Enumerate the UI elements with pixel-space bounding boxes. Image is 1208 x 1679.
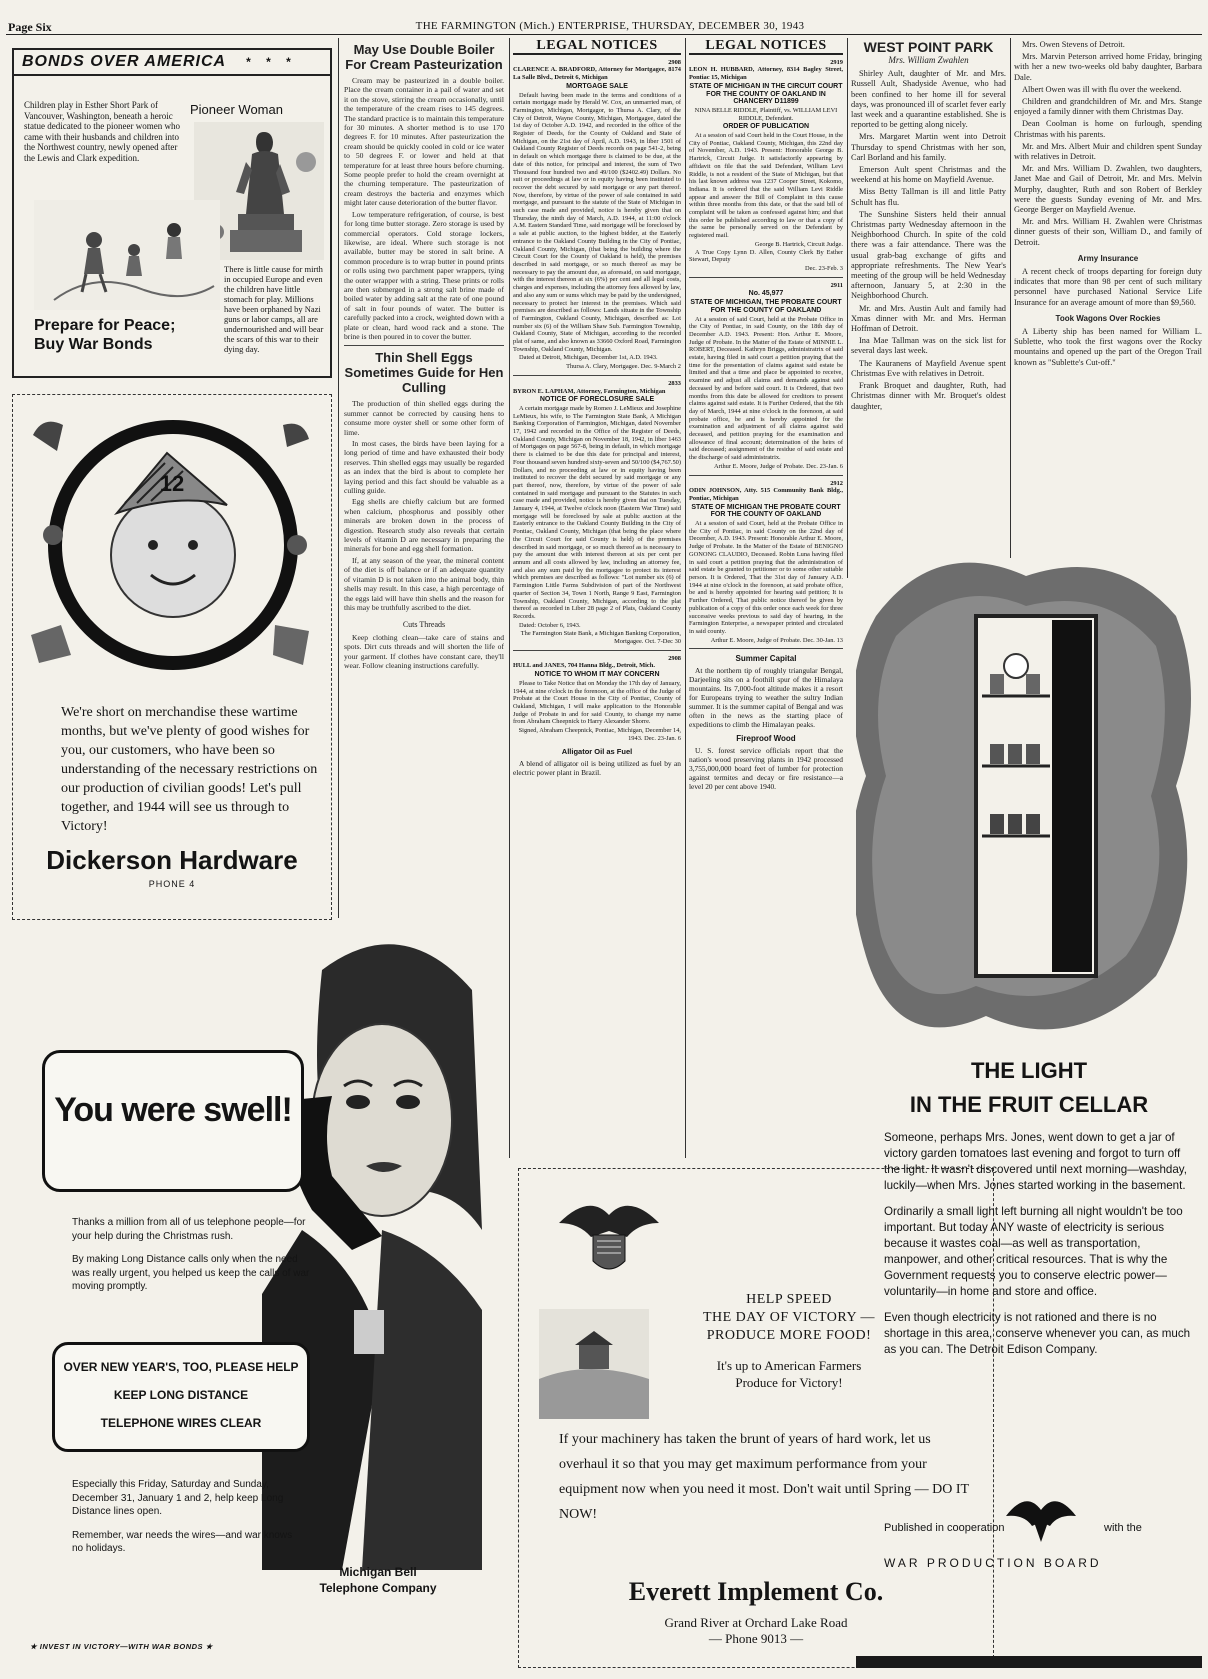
pioneer-woman-caption: Pioneer Woman bbox=[190, 102, 283, 117]
dickerson-name: Dickerson Hardware bbox=[46, 845, 298, 875]
michigan-bell-ad bbox=[12, 930, 482, 1670]
everett-address: Grand River at Orchard Lake Road — Phone 9013 — bbox=[664, 1615, 848, 1646]
west-point-park-column bbox=[851, 40, 1006, 560]
masthead-title: THE FARMINGTON (Mich.) ENTERPRISE, THURSDAY, DECEMBER 30, 1943 bbox=[415, 20, 805, 32]
everett-name: Everett Implement Co. bbox=[628, 1577, 884, 1606]
new-year-baby-illustration bbox=[13, 395, 332, 695]
playing-children-illustration bbox=[34, 200, 220, 310]
notice-signature: George B. Hartrick, Circuit Judge. bbox=[754, 240, 843, 248]
notice-number: 2919 bbox=[830, 58, 843, 66]
article-paragraph: At the northern tip of roughly triangular Bengal, Darjeeling sits on a foothill spur of the Himalaya mountains. Its 7,000-foot altitude makes it a resort for Europeans trying to weather the sultry Indian summer. It is the summer capital of Bengal and was often in the news as the starting place of expeditions to climb the Himalayan peaks. bbox=[689, 666, 843, 730]
west-point-park-title: WEST POINT PARK bbox=[863, 40, 994, 55]
notice-heading: MORTGAGE SALE bbox=[566, 82, 628, 90]
column-articles bbox=[344, 40, 504, 918]
notice-number: 2908 bbox=[668, 58, 681, 66]
article-paragraph: In most cases, the birds have been laying for a long period of time and have exhausted their body reserves. Thin shelled eggs may usually be regarded as an index that the bird is about to complete her laying period and this fact should be valuable as a culling guide. bbox=[344, 439, 504, 496]
bonds-text-europe: There is little cause for mirth in occupied Europe and even the children have little stomach for play. Millions have been orphaned by Nazi guns or labor camps, all are undernourished and will bear the scars of this war to their dying day. bbox=[224, 264, 324, 354]
page-number: Page Six bbox=[8, 20, 52, 34]
headline-summer-capital: Summer Capital bbox=[735, 654, 797, 664]
news-item: Children and grandchildren of Mr. and Mrs. Stange enjoyed a family dinner with them Christmas Day. bbox=[1014, 97, 1202, 117]
news-item: Frank Broquet and daughter, Ruth, had Christmas dinner with Mr. Broquet's oldest daughter, bbox=[851, 381, 1006, 411]
bonds-slogan: Prepare for Peace; Buy War Bonds bbox=[34, 317, 176, 353]
notice-heading: NOTICE TO WHOM IT MAY CONCERN bbox=[534, 671, 660, 679]
headline-fireproof-wood: Fireproof Wood bbox=[736, 734, 796, 744]
article-paragraph: Cream may be pasteurized in a double boiler. Place the cream container in a pail of water and set it on the stove, stirring the cream occasionally, until the temperature of the cream rises to 145 degrees. The standard practice is to maintain this temperature for 30 minutes. A shorter method is to use 170 degrees F. for 10 minutes. After pasteurization the cream should be quickly cooled in cold or ice water to 50 degrees F. or lower and held at that temperature for at least three hours before churning. Some people prefer to hold the cream overnight at the churning temperature. The pasteurization of cream destroys the bacteria and enzymes which might later cause deterioration of the butter flavor. bbox=[344, 76, 504, 208]
notice-attorney: ODIN JOHNSON, Atty. 515 Community Bank Bldg., Pontiac, Michigan bbox=[689, 487, 843, 502]
michigan-bell-name: Michigan Bell Telephone Company bbox=[319, 1565, 437, 1595]
notice-dated: Dated at Detroit, Michigan, December 1st, A.D. 1943. bbox=[519, 354, 658, 362]
notice-attorney: LEON H. HUBBARD, Attorney, 8314 Bagley Street, Pontiac 15, Michigan bbox=[689, 66, 843, 82]
notice-body: Default having been made in the terms and conditions of a certain mortgage made by Herald W. Cox, an unmarried man, of Farmington, Michigan, Mortgagor, to Thursa A. Clary, of the City of Detroit, Wayne County, Michigan, Mortgagee, dated the 1st day of October A.D. 1942, and recorded in the office of the Register of Deeds, for the County of Oakland and State of Michigan, on the 21st day of April, A.D. 1943, in liber 1501 of Oakland County Register of Deeds records on page 541-2, being in default on which mortgage there is claimed to be due, at the date of this notice, for principal and interest, the sum of Two Thousand four hundred two and 49/100 ($2402.49) Dollars. No suit or proceedings at law or in equity having been instituted to recover the debt secured by said mortgage or any part thereof. Now, therefore, by virtue of the power of sale contained in said mortgage, and pursuant to the statute of the State of Michigan in such case made and provided, notice is hereby given that on Thursday, the ninth day of March, A.D. 1944, at 11:00 o'clock A.M. Eastern Standard Time, said mortgage will be foreclosed by a sale at public auction, to the highest bidder, at the Easterly entrance to the Oakland County Building in the City of Pontiac, Oakland County, Michigan, (that being the building where the Circuit Court for the County of Oakland is held), the premises described in said mortgage, or so much thereof as may be necessary to pay the amount due, as aforesaid, on said mortgage, with the interest thereon at six (6%) per cent and all legal costs, charges and expenses, including the attorney fees allowed by law, and also any sum or sums which may be paid by the undersigned, necessary to protect her interest in the premises. Which said premises are described as follows: Lands situate in the Township of Farmington, Oakland County, Michigan, described as: Lot number six (6) of the William Shaw Sub. Farmington Township, Oakland County, State of Michigan, according to the recorded plat of same, and also known as 33660 Oxford Road, Farmington Township, Oakland County, Michigan. bbox=[513, 91, 681, 353]
headline-alligator-oil: Alligator Oil as Fuel bbox=[561, 747, 633, 757]
notice-body: At a session of said Court, held at the Probate Office in the City of Pontiac, in said County on the 22nd day of December, A.D. 1943. Present: Honorable Arthur E. Moore, Judge of Probate. In the Matter of the Estate of BENIGNO GONONG CLAUDIO, Deceased. Robin Luna having filed in said court a petition praying that the administration of said estate be granted to petitioner or to some other suitable person. It is Ordered, That the 31st day of January A.D. 1944 at nine o'clock in the forenoon, at said probate office, be and is hereby appointed for hearing said petition; It is Further Ordered, That public notice thereof be given by publication of a copy of this order once each week for three successive weeks previous to said day of hearing, in the Farmington Enterprise, a newspaper printed and circulated in said county. bbox=[689, 520, 843, 635]
news-item: Shirley Ault, daughter of Mr. and Mrs. Russell Ault, Shadyside Avenue, who had been confined to her home ill for several days, was pronounced ill of scarlet fever early last week and a quarantine established. She is reported to be getting along nicely. bbox=[851, 69, 1006, 130]
article-paragraph: A Liberty ship has been named for William L. Sublette, who took the first wagons over the Rocky mountains and opened up the part of the Oregon Trail known as "Sublette's Cut-off." bbox=[1014, 327, 1202, 367]
eagle-shield-icon bbox=[549, 1183, 669, 1293]
article-paragraph: If, at any season of the year, the mineral content of the diet is off balance or if an adequate quantity of vitamin D is not taken into the animal body, thin shells may result. In this case, a high percentage of the eggs laid will have thin shells and the reason for this may be truthfully ascribed to the diet. bbox=[344, 555, 504, 612]
clock-number: 12 bbox=[159, 471, 185, 496]
notice-number: 2911 bbox=[830, 281, 843, 289]
farm-scene-illustration bbox=[539, 1309, 649, 1419]
social-news-column bbox=[1014, 40, 1202, 560]
notice-signature: Signed, Abraham Cheepnick, Pontiac, Michigan, December 14, 1943. Dec. 23-Jan. 6 bbox=[518, 727, 681, 742]
everett-body: If your machinery has taken the brunt of years of hard work, let us overhaul it so that you may get maximum performance from your equipment now when you need it most. Don't wait until Spring — DO IT NOW! bbox=[559, 1432, 969, 1522]
news-item: Emerson Ault spent Christmas and the weekend at his home on Mayfield Avenue. bbox=[851, 165, 1006, 185]
notice-body: Please to Take Notice that on Monday the 17th day of January, 1944, at nine o'clock in the forenoon, at the office of the Judge of Probate at the Court House in the City of Pontiac, County of Oakland, Michigan, I will make application to the Honorable Judge of Probate in and for said County, to change my name from Abraham Cheepnick to Harry Alexander Shorre. bbox=[513, 679, 681, 726]
light-body: Someone, perhaps Mrs. Jones, went down to get a jar of victory garden tomatoes last evening and forgot to turn off the light. It wasn't discovered until next morning—washday, luckily—when Mrs. Jones started working in the basement. Ordinarily a small light left burning all night wouldn't be too important. But today ANY waste of electricity is serious because it wastes coal—as well as transportation, manpower, and other critical resources. That is why the Government requests you to conserve electric power—voluntarily—in home and store and office. Even though electricity is not rationed and there is no shortage in this area, conserve whenever you can, as much as you can. The Detroit Edison Company. bbox=[884, 1131, 1191, 1356]
article-paragraph: U. S. forest service officials report that the nation's wood preserving plants in 1942 processed 3,755,000,000 board feet of lumber for protection against termites and decay or fire resistance—a level 20 per cent above 1940. bbox=[689, 745, 843, 791]
news-item: Mrs. Owen Stevens of Detroit. bbox=[1022, 40, 1125, 49]
news-item: Mr. and Mrs. Albert Muir and children spent Sunday with relatives in Detroit. bbox=[1014, 141, 1202, 162]
news-item: Mrs. Margaret Martin went into Detroit Thursday to spend Christmas with her son, Carl Borland and his family. bbox=[851, 132, 1006, 162]
light-in-fruit-cellar-ad bbox=[856, 556, 1202, 1668]
news-item: Miss Betty Tallman is ill and little Patty Schult has flu. bbox=[851, 187, 1006, 207]
notice-copy: A True Copy Lynn D. Allen, County Clerk By Esther Stewart, Deputy bbox=[689, 248, 843, 264]
everett-up-to-farmers: It's up to American Farmers Produce for Victory! bbox=[716, 1358, 862, 1390]
eagle-icon bbox=[1006, 1486, 1076, 1546]
swell-headline: You were swell! bbox=[54, 1091, 292, 1129]
notice-body: At a session of said Court, held at the Probate Office in the City of Pontiac, in said County, on the 18th day of December A.D. 1943. Present: Hon. Arthur E. Moore, Judge of Probate. In the Matter of the Estate of MINNIE L. ROBERT, Deceased. Kathryn Briggs, administratrix of said estate, having filed in said court a petition praying that the time for the presentation of claims against said estate be limited and that a time and place be appointed to receive, examine and adjust all claims and demands against said deceased by and before said court. It is Ordered, that two months from this date be allowed for creditors to present claims against said estate. It is Further Ordered, that the 6th day of March, 1944 at nine o'clock in the forenoon, at said probate office, be and is hereby appointed for the examination and adjustment of all claims against said deceased, and petition praying for the examination and allowance of final account; determination of the heirs of said deceased; assignment of the residue of said estate and the discharge of said administratrix. bbox=[689, 315, 843, 462]
bonds-banner: BONDS OVER AMERICA * * * bbox=[14, 50, 330, 76]
invest-in-victory-footer: ★ INVEST IN VICTORY—WITH WAR BONDS ★ bbox=[30, 1642, 213, 1651]
news-item: Ina Mae Tallman was on the sick list for several days last week. bbox=[851, 336, 1006, 356]
west-point-byline: Mrs. William Zwahlen bbox=[888, 55, 969, 65]
news-item: Albert Owen was ill with flu over the weekend. bbox=[1022, 84, 1182, 94]
war-production-board: WAR PRODUCTION BOARD bbox=[884, 1556, 1102, 1570]
article-paragraph: Keep clothing clean—take care of stains and spots. Dirt cuts threads and will shorten the life of your garment. If clothes have constant care, they'll wear. Follow cleaning instructions carefully. bbox=[344, 632, 504, 670]
notice-heading: STATE OF MICHIGAN, THE PROBATE COURT FOR THE COUNTY OF OAKLAND bbox=[690, 299, 842, 314]
notice-heading: STATE OF MICHIGAN IN THE CIRCUIT COURT FOR THE COUNTY OF OAKLAND IN CHANCERY D11899 bbox=[689, 82, 843, 106]
notice-heading: ORDER OF PUBLICATION bbox=[722, 123, 810, 131]
notice-attorney: BYRON E. LAPHAM, Attorney, Farmington, Michigan bbox=[513, 387, 666, 395]
bell-especially-text: Especially this Friday, Saturday and Sunday, December 31, January 1 and 2, help keep Long Distance lines open. Remember, war needs the wires—and war knows no holidays. bbox=[72, 1479, 293, 1554]
swell-speech-bubble bbox=[42, 1050, 304, 1192]
notice-number: 2908 bbox=[668, 654, 681, 662]
article-paragraph: Low temperature refrigeration, of course, is best for long time butter storage. Zero storage is used by commercial operators. Cold storage lockers, likewise, are ideal. Where such storage is not available, butter may be stored in salt brine. A common procedure is to wrap butter in pound prints or rolls using two parchment paper wrappers, tying the outer wrapper with a string. These prints or rolls are then submerged in a strong salt brine made of boiled water by adding salt at the rate of one pound of salt in four pounds of water. The butter is carefully packed into a crock, weighted down with a plate or clean, hard wood rack and a stone. The brine is then poured in to cover the butter. bbox=[344, 209, 504, 341]
headline-thin-shell-eggs: Thin Shell Eggs Sometimes Guide for Hen Culling bbox=[344, 350, 504, 396]
article-paragraph: The production of thin shelled eggs during the summer cannot be corrected by causing hens to consume more oyster shell or some other form of lime. bbox=[344, 399, 504, 437]
notice-heading: NOTICE OF FORECLOSURE SALE bbox=[539, 396, 655, 404]
article-paragraph: Egg shells are chiefly calcium but are formed when calcium, phosphorus and possibly other minerals are broken down in the process of digestion. Research study also reveals that certain levels of vitamin D are necessary in preparing the minerals for bone and egg shell formation. bbox=[344, 497, 504, 554]
notice-signature: The Farmington State Bank, a Michigan Banking Corporation, Mortgagee. Oct. 7-Dec 30 bbox=[520, 630, 681, 646]
news-item: Mr. and Mrs. William D. Zwahlen, two daughters, Janet Mae and Gail of Detroit, Mr. and Mrs. Melvin Murphy, daughter, Ruth and son Robert of Berkley were the guests Sunday evening of Mr. and Mrs. George Berger on Mayfield Avenue. bbox=[1014, 164, 1202, 215]
news-item: Mr. and Mrs. William H. Zwahlen were Christmas dinner guests of their son, William D., and family of Detroit. bbox=[1014, 217, 1202, 247]
dickerson-message: We're short on merchandise these wartime months, but we've plenty of good wishes for you, our customers, who have been so understanding of the necessary restrictions on our production of civilian goods! Let's pull together, and 1944 will see us through to Victory! bbox=[61, 705, 318, 834]
bonds-over-america-ad bbox=[12, 48, 332, 378]
notice-dates: Dec. 23-Feb. 3 bbox=[805, 264, 843, 272]
notice-body: At a session of said Court held in the Court House, in the City of Pontiac, Oakland County, Michigan, this 22nd day of November, A.D. 1943. Present: Honorable George B. Hartrick, Circuit Judge. It satisfactorily appearing by affidavit on file that the said Defendant, William Levi Riddle, is not a resident of the State of Michigan, but that his last known address was 1237 Cooper Street, Kokomo, Indiana. It is ordered that the said William Levi Riddle appear and answer the Bill of Complaint in this cause within three months from this date, or that the said bill of complaint will be taken as confessed against him; and that this order be published according to law or that a copy of the same be personally served on the Defendant by registered mail. bbox=[689, 132, 843, 240]
bottom-rule bbox=[856, 1656, 1202, 1668]
headline-army-insurance: Army Insurance bbox=[1077, 253, 1139, 263]
headline-cuts-threads: Cuts Threads bbox=[402, 620, 446, 630]
notice-number: 2912 bbox=[830, 479, 843, 487]
legal-notices-title: LEGAL NOTICES bbox=[689, 40, 843, 55]
article-paragraph: A blend of alligator oil is being utilized as fuel by an electric power plant in Brazil. bbox=[513, 759, 681, 778]
notice-heading: STATE OF MICHIGAN THE PROBATE COURT FOR THE COUNTY OF OAKLAND bbox=[691, 503, 841, 519]
notice-body: A certain mortgage made by Romeo J. LeMieux and Josephine LeMieux, his wife, to The Farmington State Bank, A Michigan Banking Corporation of Farmington, Michigan, dated November 17, 1942 and recorded in the Office of the Register of Deeds, Oakland County, Michigan on November 18, 1942, in liber 1463 of Mortgages on page 567-8, being in default, in which mortgage there is claimed to be due this date for principal and interest, Four thousand seven hundred sixty-seven and 50/100 ($4,767.50) Dollars, and no proceeding at law or in equity having been instituted to recover the debt secured by said mortgage or any part thereof, now, therefore, by virtue of the power of sale contained in said mortgage and pursuant to the Statutes in such case made and provided, notice is hereby given that on Tuesday, January 4, 1944, at Twelve o'clock noon (Eastern War Time) said mortgage will be foreclosed by sale at public auction at the Easterly entrance to the Oakland County Building in the City of Pontiac, Oakland County, Michigan (that being the place where the Circuit Court for said County is held) of the premises described in said mortgage, or so much thereof as is necessary to pay the amount due with interest thereon at six per cent per annum and all costs allowed by law, including an attorney fee, and also any sum paid by the mortgagee to protect its interest which premises are described as follows: "Lot number six (6) of Farmington Little Farms Subdivision of part of the Northwest quarter of Section 34, Town 1 North, Range 9 East, Farmington Township, Oakland County, Michigan, according to the plat thereof as recorded in Liber 28 page 2 of Plats, Oakland County Records. bbox=[513, 404, 681, 620]
notice-attorney: CLARENCE A. BRADFORD, Attorney for Mortgagee, 8174 La Salle Blvd., Detroit 6, Michigan bbox=[513, 66, 681, 82]
notice-signature: Thursa A. Clary, Mortgagee. Dec. 9-March 2 bbox=[566, 363, 681, 371]
notice-number: 2833 bbox=[668, 379, 681, 387]
published-in-cooperation: Published in cooperation with the bbox=[884, 1522, 1142, 1534]
legal-notices-column-1 bbox=[513, 40, 681, 1160]
legal-notices-title: LEGAL NOTICES bbox=[513, 40, 681, 55]
everett-help-speed: HELP SPEED THE DAY OF VICTORY — PRODUCE MORE FOOD! bbox=[702, 1292, 876, 1343]
news-item: Mrs. Marvin Peterson arrived home Friday, bringing with her a new two-weeks old baby daughter, Barbara Dale. bbox=[1014, 52, 1202, 82]
news-item: The Sunshine Sisters held their annual Christmas party Wednesday afternoon in the Neighborhood Church. In spite of the cold there was a fair attendance. There was the usual grab-bag exchange of gifts and appropriate refreshments. The New Year's meeting of the group will be held Wednesday afternoon, January 5, at 2:30 in the Neighborhood Church. bbox=[851, 209, 1006, 301]
headline-wagons-over-rockies: Took Wagons Over Rockies bbox=[1055, 313, 1161, 323]
news-item: Mr. and Mrs. Austin Ault and family had Xmas dinner with Mr. and Mrs. Herman Hoffman of Detroit. bbox=[851, 303, 1006, 334]
notice-case-number: No. 45,977 bbox=[748, 290, 784, 298]
bell-thanks-text: Thanks a million from all of us telephone people—for your help during the Christmas rush. By making Long Distance calls only when the need was really urgent, you helped us keep the calls of war moving promptly. bbox=[72, 1217, 310, 1292]
legal-notices-column-2 bbox=[689, 40, 843, 1160]
notice-signature: Arthur E. Moore, Judge of Probate. Dec. 23-Jan. 6 bbox=[713, 462, 843, 470]
notice-dated: Dated: October 6, 1943. bbox=[519, 621, 581, 629]
news-item: The Kauranens of Mayfield Avenue spent Christmas Eve with relatives in Detroit. bbox=[851, 358, 1006, 378]
article-paragraph: A recent check of troops departing for foreign duty indicates that more than 98 per cent of such military personnel have purchased National Service Life Insurance for an average amount of more than $9,560. bbox=[1014, 267, 1202, 307]
notice-attorney: HULL and JANES, 704 Hanna Bldg., Detroit, Mich. bbox=[513, 662, 655, 670]
dickerson-phone: PHONE 4 bbox=[148, 879, 196, 889]
dickerson-hardware-ad bbox=[12, 394, 332, 920]
notice-signature: Arthur E. Moore, Judge of Probate. Dec. 30-Jan. 13 bbox=[710, 636, 843, 644]
bonds-text-vancouver: Children play in Esther Short Park of Vancouver, Washington, beneath a heroic statue dedicated to the pioneer women who came with their husbands and children into the Northwest country, newly opened after the Lewis and Clark expedition. bbox=[24, 100, 180, 163]
cellar-door-illustration bbox=[856, 556, 1202, 1044]
bell-request-box: OVER NEW YEAR'S, TOO, PLEASE HELP KEEP LONG DISTANCE TELEPHONE WIRES CLEAR bbox=[52, 1342, 310, 1452]
news-item: Dean Coolman is home on furlough, spending Christmas with his parents. bbox=[1014, 119, 1202, 139]
notice-parties: NINA BELLE RIDDLE, Plaintiff, vs. WILLIAM LEVI RIDDLE, Defendant. bbox=[694, 106, 838, 122]
light-headline: THE LIGHT IN THE FRUIT CELLAR bbox=[909, 1058, 1149, 1117]
headline-double-boiler: May Use Double Boiler For Cream Pasteurization bbox=[345, 42, 503, 72]
